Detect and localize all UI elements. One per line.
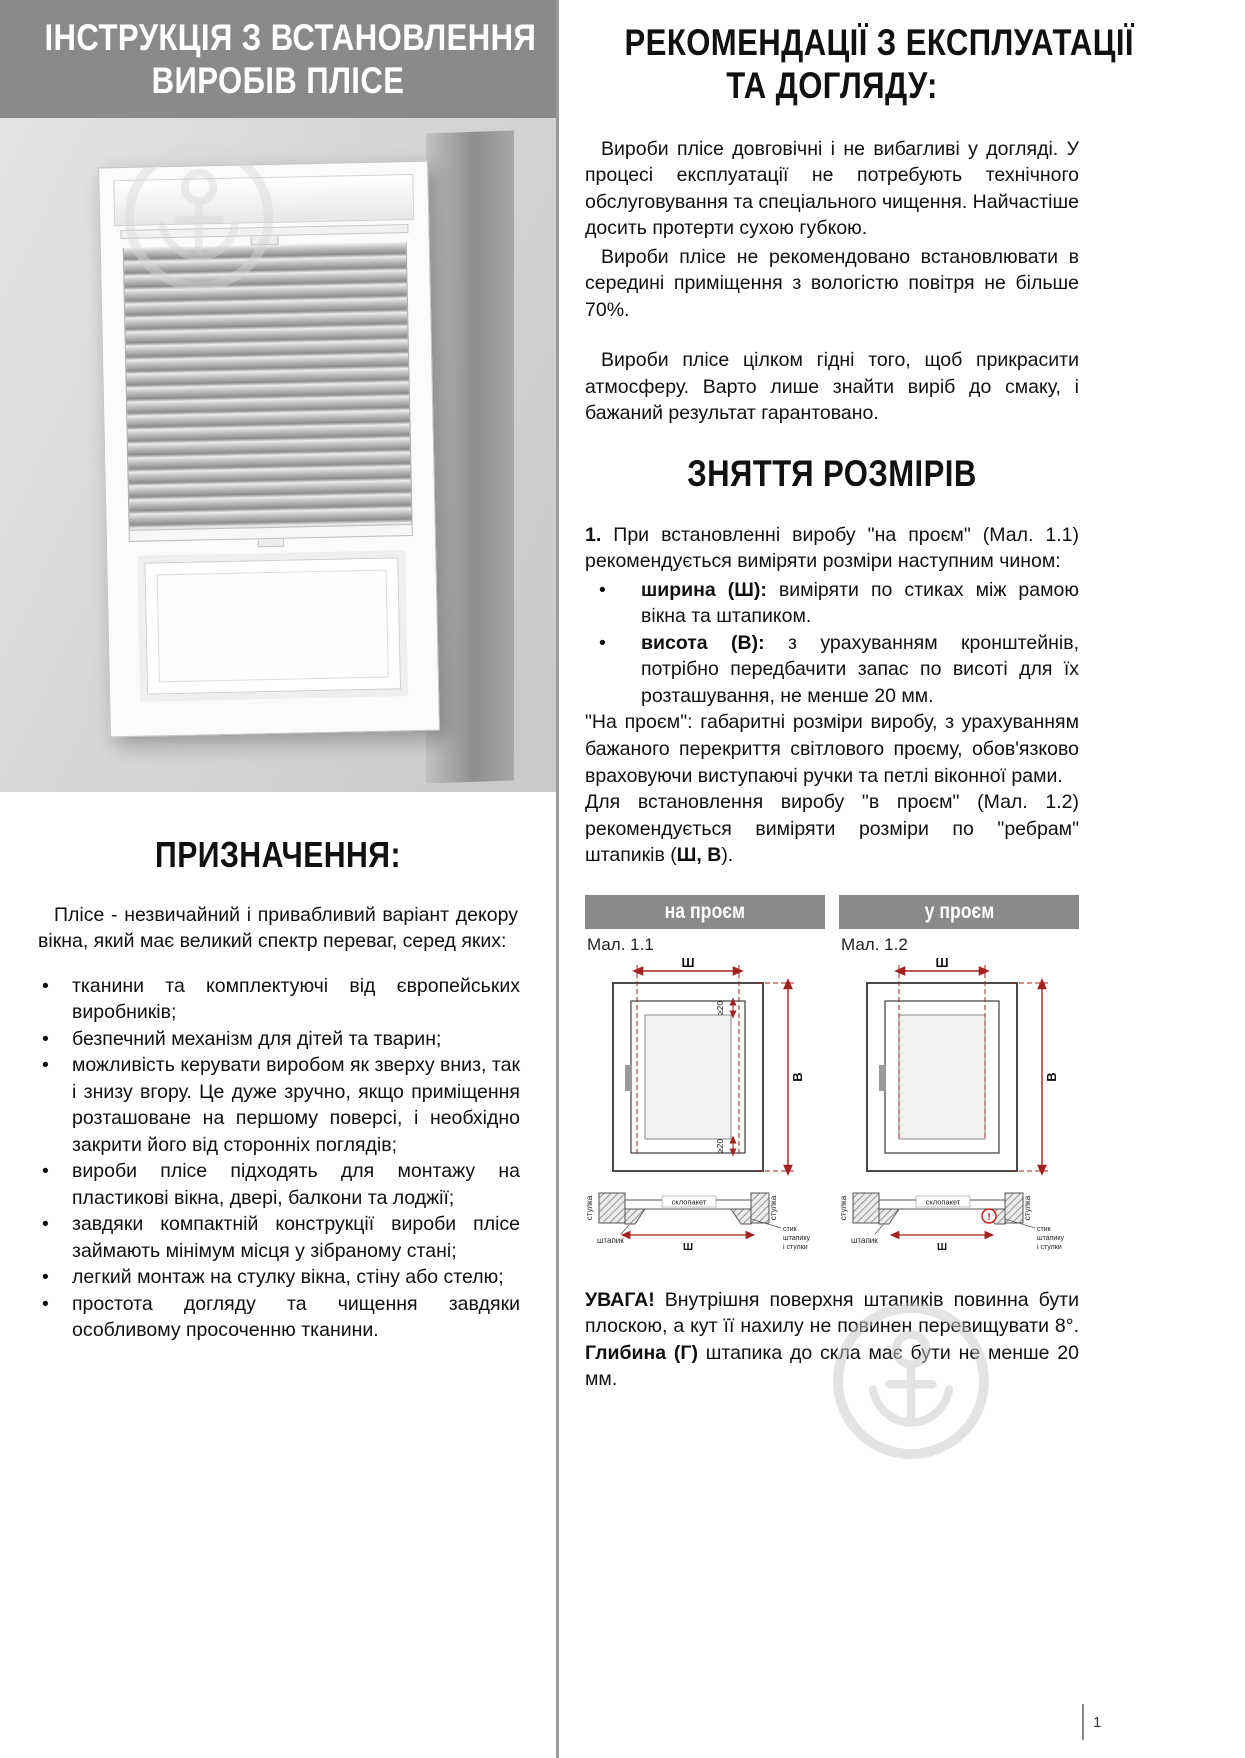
height-dimension-label: В <box>790 1071 805 1082</box>
figure-1 <box>585 895 825 1257</box>
width-dimension-label: Ш <box>681 956 695 970</box>
glazing-label: склопакет <box>925 1197 961 1207</box>
joint-label-line3: і стулки <box>783 1243 808 1251</box>
attention-paragraph: УВАГА! Внутрішня поверхня штапиків повинна бути плоскою, а кут її нахилу не повинен перевищувати 8°. Глибина (Г) штапика до скла має бути не менше 20 мм. <box>585 1288 1079 1391</box>
list-item: • вироби плісе підходять для монтажу на пластикові вікна, двері, балкони та лоджії; <box>24 1158 520 1211</box>
width-dimension-label: Ш <box>935 956 949 970</box>
instruction-title-line1: ІНСТРУКЦІЯ З ВСТАНОВЛЕННЯ <box>44 17 537 58</box>
window-recess-shadow <box>426 130 514 783</box>
margin-bottom-label: ≥20 <box>715 1138 725 1153</box>
window-frame <box>98 161 440 738</box>
measure-item-height: • висота (В): з урахуванням кронштейнів, потрібно передбачити запас по висоті для їх розташування, не менше 20 мм. <box>585 630 1079 710</box>
section-width-label: Ш <box>936 1241 948 1253</box>
height-dimension-label: В <box>1044 1071 1059 1082</box>
care-heading: РЕКОМЕНДАЦІЇ З ЕКСПЛУАТАЦІЇ ТА ДОГЛЯДУ: <box>624 22 1134 106</box>
sash-right-label: стулка <box>769 1195 778 1220</box>
joint-label-line1: стик <box>783 1225 797 1233</box>
attention-label: УВАГА! <box>585 1288 655 1311</box>
measuring-intro: 1. При встановленні виробу "на проєм" (Мал. 1.1) рекомендується виміряти розміри наступним чином: <box>585 523 1079 573</box>
care-paragraph-1: Вироби плісе довговічні і не вибагливі у догляді. У процесі експлуатації не потребують технічного обслуговування та спеціального чищення. Найчастіше досить протерти сухою губкою. <box>585 137 1079 240</box>
margin-top-label: ≥20 <box>715 1000 725 1015</box>
instruction-header-band <box>0 0 556 118</box>
measure-item-width: • ширина (Ш): виміряти по стиках між рамою вікна та штапиком. <box>585 577 1079 630</box>
measuring-intro-number: 1. <box>585 523 602 546</box>
figures-row <box>585 895 1079 1257</box>
sash-left-label: стулка <box>585 1195 594 1220</box>
measuring-list <box>585 577 1079 710</box>
sash-right-label: стулка <box>1023 1195 1032 1220</box>
bead-label: штапик <box>597 1235 624 1245</box>
figure-2-tab: у проєм <box>839 895 1079 929</box>
list-item: • тканини та комплектуючі від європейських виробників; <box>24 973 520 1026</box>
column-divider <box>556 0 559 1758</box>
bead-label: штапик <box>851 1235 878 1245</box>
joint-label-line1: стик <box>1037 1225 1051 1233</box>
window-photo <box>0 118 556 792</box>
figure-2 <box>839 895 1079 1257</box>
joint-label-line2: штапику <box>1037 1234 1064 1242</box>
measuring-heading: ЗНЯТТЯ РОЗМІРІВ <box>687 452 977 494</box>
glazing-label: склопакет <box>671 1197 707 1207</box>
joint-label-line2: штапику <box>783 1234 810 1242</box>
lower-sash <box>137 550 408 702</box>
paragraph-na-proem: "На проєм": габаритні розміри виробу, з урахуванням бажаного перекриття світлового проєму, обов'язково враховуючи виступаючі ручки та петлі віконної рами. <box>585 711 1079 787</box>
blind-bottom-handle <box>258 539 284 548</box>
purpose-section <box>0 834 556 1344</box>
figure-2-diagram <box>839 957 1079 1257</box>
pleated-blind <box>123 242 413 530</box>
care-paragraph-2: Вироби плісе не рекомендовано встановлювати в середині приміщення з вологістю повітря не більше 70%. <box>585 245 1079 321</box>
instruction-title-line2: ВИРОБІВ ПЛІСЕ <box>151 59 405 101</box>
list-item: • простота догляду та чищення завдяки особливому просоченню тканини. <box>24 1291 520 1344</box>
sash-left-label: стулка <box>839 1195 848 1220</box>
right-column <box>585 22 1134 1393</box>
purpose-list <box>24 973 520 1344</box>
purpose-intro: Плісе - незвичайний і привабливий варіант декору вікна, який має великий спектр переваг, серед яких: <box>38 903 518 953</box>
purpose-heading: ПРИЗНАЧЕННЯ: <box>155 834 401 875</box>
blind-cassette <box>113 174 414 226</box>
joint-label-line3: і стулки <box>1037 1243 1062 1251</box>
figure-1-diagram <box>585 957 825 1257</box>
page-number: 1 <box>1082 1704 1101 1740</box>
figure-1-caption: Мал. 1.1 <box>587 934 654 954</box>
window-handle <box>879 1065 886 1091</box>
list-item: • безпечний механізм для дітей та тварин; <box>24 1026 520 1053</box>
care-paragraph-3: Вироби плісе цілком гідні того, щоб прикрасити атмосферу. Варто лише знайти виріб до смаку, і бажаний результат гарантовано. <box>585 349 1079 425</box>
lower-sash-glass <box>157 570 389 683</box>
paragraph-v-proem: Для встановлення виробу "в проєм" (Мал. 1.2) рекомендується виміряти розміри по "ребрам" штапиків (Ш, В). <box>585 791 1079 867</box>
figure-1-tab: на проєм <box>585 895 825 929</box>
alert-exclamation: ! <box>987 1211 991 1223</box>
window-handle <box>625 1065 632 1091</box>
list-item: • завдяки компактній конструкції вироби плісе займають мінімум місця у зібраному стані; <box>24 1211 520 1264</box>
section-width-label: Ш <box>682 1241 694 1253</box>
list-item: • можливість керувати виробом як зверху вниз, так і знизу вгору. Це дуже зручно, якщо приміщення розташоване на першому поверсі, і необхідно закрити його від сторонніх поглядів; <box>24 1052 520 1158</box>
list-item: • легкий монтаж на стулку вікна, стіну або стелю; <box>24 1264 520 1291</box>
figure-2-caption: Мал. 1.2 <box>841 934 908 954</box>
